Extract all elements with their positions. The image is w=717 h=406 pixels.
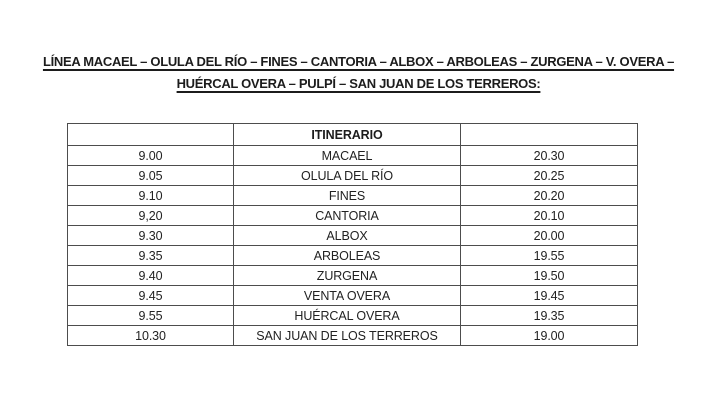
stop-name-cell: FINES [234,186,461,206]
stop-name-cell: ZURGENA [234,266,461,286]
departure-time-cell: 9.55 [68,306,234,326]
return-time-cell: 19.45 [461,286,638,306]
departure-time-cell: 9.35 [68,246,234,266]
table-row [68,286,638,306]
return-time-cell: 20.00 [461,226,638,246]
departure-time-cell: 9,20 [68,206,234,226]
line-title [0,51,717,95]
departure-time-cell: 10.30 [68,326,234,346]
stop-name-cell: CANTORIA [234,206,461,226]
timetable [67,123,638,346]
line-title-line-2: HUÉRCAL OVERA – PULPÍ – SAN JUAN DE LOS TERREROS: [176,76,541,91]
return-time-cell: 19.55 [461,246,638,266]
departure-time-cell: 9.00 [68,146,234,166]
return-time-cell: 19.35 [461,306,638,326]
return-time-cell: 20.20 [461,186,638,206]
table-row [68,166,638,186]
stop-name-cell: MACAEL [234,146,461,166]
table-row [68,306,638,326]
return-header-cell [461,124,638,146]
stop-name-cell: VENTA OVERA [234,286,461,306]
stop-name-cell: OLULA DEL RÍO [234,166,461,186]
stop-name-cell: ARBOLEAS [234,246,461,266]
departure-header-cell [68,124,234,146]
return-time-cell: 20.10 [461,206,638,226]
line-title-line-1: LÍNEA MACAEL – OLULA DEL RÍO – FINES – CANTORIA – ALBOX – ARBOLEAS – ZURGENA – V. OVERA – [42,54,675,69]
table-row [68,206,638,226]
return-time-cell: 19.00 [461,326,638,346]
return-time-cell: 19.50 [461,266,638,286]
itinerary-header-cell: ITINERARIO [234,124,461,146]
table-row [68,266,638,286]
departure-time-cell: 9.45 [68,286,234,306]
return-time-cell: 20.25 [461,166,638,186]
stop-name-cell: SAN JUAN DE LOS TERREROS [234,326,461,346]
table-row [68,146,638,166]
departure-time-cell: 9.10 [68,186,234,206]
table-row [68,226,638,246]
departure-time-cell: 9.40 [68,266,234,286]
stop-name-cell: HUÉRCAL OVERA [234,306,461,326]
table-header-row [68,124,638,146]
table-row [68,186,638,206]
departure-time-cell: 9.05 [68,166,234,186]
table-row [68,326,638,346]
stop-name-cell: ALBOX [234,226,461,246]
departure-time-cell: 9.30 [68,226,234,246]
table-row [68,246,638,266]
return-time-cell: 20.30 [461,146,638,166]
